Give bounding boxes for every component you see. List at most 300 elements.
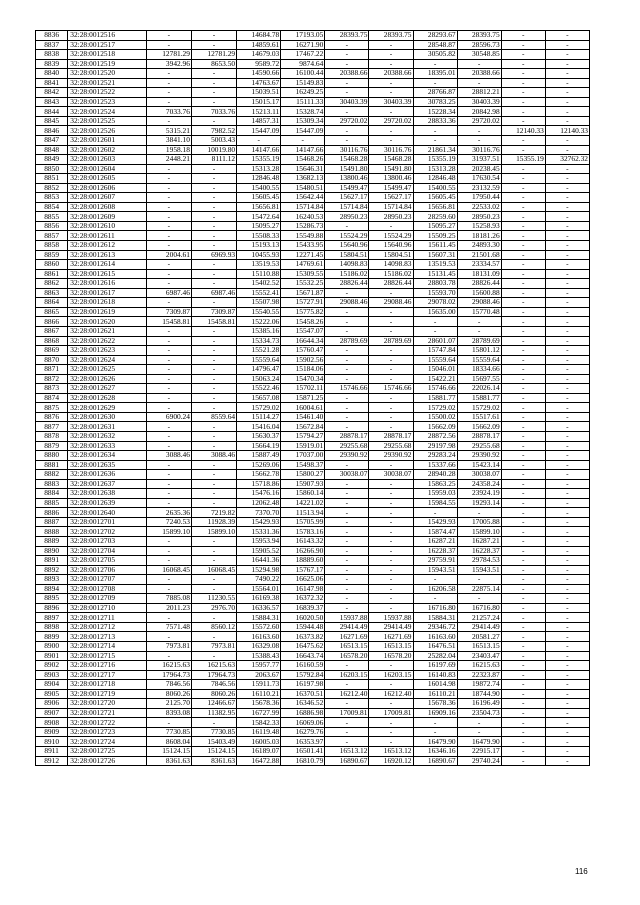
value-cell: - xyxy=(545,136,589,146)
row-number-cell: 8872 xyxy=(36,374,68,384)
value-cell: - xyxy=(545,221,589,231)
table-row xyxy=(36,374,590,384)
value-cell: 28393.75 xyxy=(325,31,369,41)
value-cell: 15678.36 xyxy=(413,699,457,709)
value-cell: - xyxy=(369,546,413,556)
value-cell: - xyxy=(146,116,191,126)
value-cell: 15804.51 xyxy=(369,250,413,260)
value-cell: 15468.28 xyxy=(325,155,369,165)
row-number-cell: 8889 xyxy=(36,536,68,546)
cadastral-number-cell: 32:28:0012635 xyxy=(68,460,147,470)
cadastral-number-cell: 32:28:0012602 xyxy=(68,145,147,155)
value-cell: 17964.73 xyxy=(191,670,236,680)
value-cell: - xyxy=(545,699,589,709)
value-cell: 16271.90 xyxy=(281,40,325,50)
value-cell: - xyxy=(413,126,457,136)
value-cell: - xyxy=(413,136,457,146)
value-cell: 28833.36 xyxy=(413,116,457,126)
value-cell: 29346.72 xyxy=(413,622,457,632)
cadastral-number-cell: 32:28:0012609 xyxy=(68,212,147,222)
cadastral-number-cell: 32:28:0012717 xyxy=(68,670,147,680)
value-cell: 16197.98 xyxy=(281,680,325,690)
cadastral-number-cell: 32:28:0012605 xyxy=(68,174,147,184)
value-cell: - xyxy=(545,317,589,327)
value-cell: 14796.47 xyxy=(237,365,281,375)
value-cell: 29784.53 xyxy=(457,556,501,566)
value-cell: 15468.28 xyxy=(369,155,413,165)
value-cell: 18334.66 xyxy=(457,365,501,375)
value-cell: 7730.85 xyxy=(191,727,236,737)
value-cell: - xyxy=(501,403,545,413)
value-cell: 14098.83 xyxy=(369,260,413,270)
value-cell: - xyxy=(501,546,545,556)
value-cell: - xyxy=(369,556,413,566)
value-cell: 8361.63 xyxy=(146,756,191,766)
cadastral-number-cell: 32:28:0012721 xyxy=(68,708,147,718)
cadastral-number-cell: 32:28:0012608 xyxy=(68,202,147,212)
value-cell: 16160.59 xyxy=(281,661,325,671)
value-cell: 15801.12 xyxy=(457,346,501,356)
cadastral-number-cell: 32:28:0012704 xyxy=(68,546,147,556)
value-cell: 6987.46 xyxy=(146,288,191,298)
value-cell: - xyxy=(146,651,191,661)
value-cell: 15804.51 xyxy=(325,250,369,260)
value-cell: - xyxy=(191,202,236,212)
cadastral-number-cell: 32:28:0012615 xyxy=(68,269,147,279)
value-cell: - xyxy=(146,498,191,508)
value-cell: 3942.96 xyxy=(146,59,191,69)
table-row xyxy=(36,756,590,766)
value-cell: 2063.67 xyxy=(237,670,281,680)
value-cell: 22533.02 xyxy=(457,202,501,212)
row-number-cell: 8868 xyxy=(36,336,68,346)
value-cell: - xyxy=(413,78,457,88)
value-cell: 15630.37 xyxy=(237,431,281,441)
cadastral-number-cell: 32:28:0012634 xyxy=(68,451,147,461)
cadastral-number-cell: 32:28:0012707 xyxy=(68,575,147,585)
cadastral-number-cell: 32:28:0012525 xyxy=(68,116,147,126)
value-cell: 15184.06 xyxy=(281,365,325,375)
value-cell: 29414.49 xyxy=(457,622,501,632)
value-cell: 17037.00 xyxy=(281,451,325,461)
value-cell: 16501.41 xyxy=(281,747,325,757)
value-cell: 15491.80 xyxy=(325,164,369,174)
value-cell: 17009.81 xyxy=(325,708,369,718)
value-cell: - xyxy=(325,288,369,298)
value-cell: 22323.87 xyxy=(457,670,501,680)
cadastral-number-cell: 32:28:0012616 xyxy=(68,279,147,289)
value-cell: 16513.12 xyxy=(325,747,369,757)
value-cell: - xyxy=(191,336,236,346)
table-row xyxy=(36,307,590,317)
value-cell: - xyxy=(191,470,236,480)
value-cell: - xyxy=(146,384,191,394)
value-cell: 16005.03 xyxy=(237,737,281,747)
row-number-cell: 8837 xyxy=(36,40,68,50)
value-cell: 7846.56 xyxy=(191,680,236,690)
value-cell: 28872.56 xyxy=(413,431,457,441)
value-cell: 17009.81 xyxy=(369,708,413,718)
value-cell: 30403.39 xyxy=(457,97,501,107)
value-cell: 15714.84 xyxy=(325,202,369,212)
value-cell: - xyxy=(501,536,545,546)
value-cell: 14859.61 xyxy=(237,40,281,50)
row-number-cell: 8894 xyxy=(36,584,68,594)
value-cell: 15213.11 xyxy=(237,107,281,117)
value-cell: 20238.45 xyxy=(457,164,501,174)
value-cell: - xyxy=(501,78,545,88)
value-cell: - xyxy=(146,479,191,489)
value-cell: - xyxy=(501,594,545,604)
row-number-cell: 8870 xyxy=(36,355,68,365)
value-cell: 15899.10 xyxy=(146,527,191,537)
value-cell: 23504.73 xyxy=(457,708,501,718)
value-cell: 15114.27 xyxy=(237,412,281,422)
value-cell: 12140.33 xyxy=(545,126,589,136)
value-cell: 16206.58 xyxy=(413,584,457,594)
value-cell: - xyxy=(501,498,545,508)
value-cell: 30038.07 xyxy=(457,470,501,480)
value-cell: 28878.17 xyxy=(457,431,501,441)
table-row xyxy=(36,221,590,231)
value-cell: - xyxy=(191,78,236,88)
value-cell: - xyxy=(191,546,236,556)
value-cell: 15642.44 xyxy=(281,193,325,203)
value-cell: - xyxy=(146,174,191,184)
value-cell: - xyxy=(545,441,589,451)
value-cell: 28826.44 xyxy=(325,279,369,289)
value-cell: 31937.51 xyxy=(457,155,501,165)
value-cell: 23334.57 xyxy=(457,260,501,270)
value-cell: - xyxy=(545,250,589,260)
value-cell: 15678.36 xyxy=(237,699,281,709)
value-cell: 7033.76 xyxy=(146,107,191,117)
value-cell: 28826.44 xyxy=(369,279,413,289)
value-cell: 15627.17 xyxy=(369,193,413,203)
value-cell: 12846.48 xyxy=(237,174,281,184)
value-cell: 16100.44 xyxy=(281,69,325,79)
value-cell: 15727.91 xyxy=(281,298,325,308)
cadastral-number-cell: 32:28:0012620 xyxy=(68,317,147,327)
value-cell: - xyxy=(545,565,589,575)
value-cell: 15313.28 xyxy=(413,164,457,174)
table-row xyxy=(36,250,590,260)
value-cell: 15416.04 xyxy=(237,422,281,432)
row-number-cell: 8902 xyxy=(36,661,68,671)
value-cell: 7309.87 xyxy=(191,307,236,317)
value-cell: - xyxy=(501,517,545,527)
value-cell: 8361.63 xyxy=(191,756,236,766)
value-cell: - xyxy=(545,451,589,461)
value-cell: 15458.81 xyxy=(191,317,236,327)
cadastral-number-cell: 32:28:0012607 xyxy=(68,193,147,203)
value-cell: 14769.61 xyxy=(281,260,325,270)
value-cell: - xyxy=(325,412,369,422)
value-cell: - xyxy=(501,470,545,480)
row-number-cell: 8891 xyxy=(36,556,68,566)
value-cell: - xyxy=(501,556,545,566)
value-cell: - xyxy=(545,193,589,203)
row-number-cell: 8859 xyxy=(36,250,68,260)
value-cell: 15508.33 xyxy=(237,231,281,241)
value-cell: 29255.68 xyxy=(369,441,413,451)
value-cell: 2125.70 xyxy=(146,699,191,709)
value-cell: - xyxy=(325,403,369,413)
value-cell: - xyxy=(545,241,589,251)
value-cell: 8060.26 xyxy=(146,689,191,699)
table-row xyxy=(36,546,590,556)
value-cell: 15593.70 xyxy=(413,288,457,298)
value-cell: - xyxy=(545,78,589,88)
cadastral-number-cell: 32:28:0012629 xyxy=(68,403,147,413)
value-cell: 15842.33 xyxy=(237,718,281,728)
value-cell: 16909.16 xyxy=(413,708,457,718)
row-number-cell: 8845 xyxy=(36,116,68,126)
value-cell: - xyxy=(191,174,236,184)
value-cell: - xyxy=(501,575,545,585)
value-cell: - xyxy=(146,298,191,308)
table-row xyxy=(36,622,590,632)
value-cell: 16189.07 xyxy=(237,747,281,757)
value-cell: - xyxy=(146,613,191,623)
table-row xyxy=(36,527,590,537)
row-number-cell: 8892 xyxy=(36,565,68,575)
value-cell: 28601.07 xyxy=(413,336,457,346)
cadastral-number-cell: 32:28:0012601 xyxy=(68,136,147,146)
value-cell: - xyxy=(545,680,589,690)
value-cell: - xyxy=(545,489,589,499)
value-cell: 15760.47 xyxy=(281,346,325,356)
cadastral-number-cell: 32:28:0012712 xyxy=(68,622,147,632)
cadastral-number-cell: 32:28:0012625 xyxy=(68,365,147,375)
value-cell: 16196.49 xyxy=(457,699,501,709)
value-cell: - xyxy=(501,431,545,441)
value-cell: - xyxy=(501,355,545,365)
value-cell: - xyxy=(545,279,589,289)
cadastral-number-cell: 32:28:0012701 xyxy=(68,517,147,527)
value-cell: - xyxy=(369,355,413,365)
value-cell: - xyxy=(501,384,545,394)
value-cell: - xyxy=(413,326,457,336)
value-cell: - xyxy=(146,393,191,403)
value-cell: 15775.82 xyxy=(281,307,325,317)
value-cell: - xyxy=(146,718,191,728)
value-cell: - xyxy=(325,374,369,384)
cadastral-number-cell: 32:28:0012623 xyxy=(68,346,147,356)
value-cell: 16727.99 xyxy=(237,708,281,718)
value-cell: 28293.67 xyxy=(413,31,457,41)
value-cell: 15884.31 xyxy=(413,613,457,623)
value-cell: - xyxy=(545,651,589,661)
row-number-cell: 8846 xyxy=(36,126,68,136)
value-cell: 29390.92 xyxy=(457,451,501,461)
value-cell: 28950.23 xyxy=(325,212,369,222)
value-cell: - xyxy=(501,451,545,461)
value-cell: 18395.01 xyxy=(413,69,457,79)
table-row xyxy=(36,632,590,642)
value-cell: 16215.63 xyxy=(191,661,236,671)
value-cell: - xyxy=(325,489,369,499)
cadastral-number-cell: 32:28:0012630 xyxy=(68,412,147,422)
value-cell: - xyxy=(146,212,191,222)
value-cell: - xyxy=(501,393,545,403)
value-cell: - xyxy=(146,193,191,203)
value-cell: - xyxy=(191,498,236,508)
value-cell: 16163.60 xyxy=(237,632,281,642)
value-cell: 15193.13 xyxy=(237,241,281,251)
value-cell: 15794.27 xyxy=(281,431,325,441)
value-cell: 14147.66 xyxy=(281,145,325,155)
value-cell: - xyxy=(545,346,589,356)
value-cell: 16215.63 xyxy=(146,661,191,671)
table-row xyxy=(36,441,590,451)
table-row xyxy=(36,116,590,126)
value-cell: - xyxy=(191,479,236,489)
value-cell: 15800.27 xyxy=(281,470,325,480)
value-cell: 23924.19 xyxy=(457,489,501,499)
value-cell: - xyxy=(457,718,501,728)
value-cell: 29390.92 xyxy=(369,451,413,461)
row-number-cell: 8910 xyxy=(36,737,68,747)
value-cell: - xyxy=(545,689,589,699)
table-row xyxy=(36,613,590,623)
value-cell: - xyxy=(191,651,236,661)
value-cell: 12271.45 xyxy=(281,250,325,260)
value-cell: 14684.78 xyxy=(237,31,281,41)
value-cell: 8560.12 xyxy=(191,622,236,632)
value-cell: 16212.40 xyxy=(369,689,413,699)
value-cell: - xyxy=(191,241,236,251)
value-cell: 15627.17 xyxy=(325,193,369,203)
value-cell: 15458.81 xyxy=(146,317,191,327)
value-cell: - xyxy=(325,422,369,432)
value-cell: - xyxy=(325,40,369,50)
value-cell: 14679.03 xyxy=(237,50,281,60)
value-cell: 16228.37 xyxy=(457,546,501,556)
value-cell: 15662.09 xyxy=(457,422,501,432)
value-cell: - xyxy=(501,365,545,375)
value-cell: 15400.55 xyxy=(413,183,457,193)
value-cell: 16069.06 xyxy=(281,718,325,728)
value-cell: - xyxy=(545,661,589,671)
value-cell: 9589.72 xyxy=(237,59,281,69)
cadastral-number-cell: 32:28:0012708 xyxy=(68,584,147,594)
value-cell: 15937.88 xyxy=(369,613,413,623)
value-cell: 18181.26 xyxy=(457,231,501,241)
value-cell: - xyxy=(369,422,413,432)
value-cell: 16810.79 xyxy=(281,756,325,766)
value-cell: - xyxy=(501,174,545,184)
value-cell: 15792.84 xyxy=(281,670,325,680)
value-cell: - xyxy=(146,241,191,251)
value-cell: - xyxy=(369,326,413,336)
table-body xyxy=(36,31,590,766)
value-cell: 15476.16 xyxy=(237,489,281,499)
value-cell: - xyxy=(369,527,413,537)
value-cell: 15664.19 xyxy=(237,441,281,451)
row-number-cell: 8885 xyxy=(36,498,68,508)
value-cell: - xyxy=(369,584,413,594)
row-number-cell: 8879 xyxy=(36,441,68,451)
value-cell: - xyxy=(369,317,413,327)
row-number-cell: 8865 xyxy=(36,307,68,317)
cadastral-number-cell: 32:28:0012521 xyxy=(68,78,147,88)
value-cell: - xyxy=(501,116,545,126)
cadastral-number-cell: 32:28:0012703 xyxy=(68,536,147,546)
value-cell: - xyxy=(501,670,545,680)
value-cell: - xyxy=(146,231,191,241)
cadastral-number-cell: 32:28:0012718 xyxy=(68,680,147,690)
value-cell: 15337.66 xyxy=(413,460,457,470)
value-cell: - xyxy=(545,431,589,441)
value-cell: 15656.81 xyxy=(237,202,281,212)
row-number-cell: 8908 xyxy=(36,718,68,728)
value-cell: - xyxy=(545,536,589,546)
value-cell: 15899.10 xyxy=(191,527,236,537)
value-cell: - xyxy=(191,279,236,289)
value-cell: 16169.38 xyxy=(237,594,281,604)
row-number-cell: 8861 xyxy=(36,269,68,279)
value-cell: 16329.08 xyxy=(237,642,281,652)
value-cell: - xyxy=(369,661,413,671)
cadastral-number-cell: 32:28:0012713 xyxy=(68,632,147,642)
value-cell: 21861.34 xyxy=(413,145,457,155)
cadastral-number-cell: 32:28:0012711 xyxy=(68,613,147,623)
row-number-cell: 8850 xyxy=(36,164,68,174)
value-cell: 15124.15 xyxy=(146,747,191,757)
value-cell: 15269.06 xyxy=(237,460,281,470)
row-number-cell: 8864 xyxy=(36,298,68,308)
value-cell: - xyxy=(501,708,545,718)
value-cell: 15458.26 xyxy=(281,317,325,327)
value-cell: 16240.53 xyxy=(281,212,325,222)
row-number-cell: 8855 xyxy=(36,212,68,222)
value-cell: - xyxy=(545,260,589,270)
value-cell: - xyxy=(501,212,545,222)
value-cell: 8060.26 xyxy=(191,689,236,699)
value-cell: 20388.66 xyxy=(325,69,369,79)
value-cell: - xyxy=(191,193,236,203)
value-cell: - xyxy=(545,727,589,737)
value-cell: - xyxy=(191,575,236,585)
value-cell: 7885.08 xyxy=(146,594,191,604)
value-cell: - xyxy=(146,88,191,98)
value-cell: 19293.14 xyxy=(457,498,501,508)
value-cell: 15884.31 xyxy=(237,613,281,623)
value-cell: 15549.88 xyxy=(281,231,325,241)
value-cell: 15015.17 xyxy=(237,97,281,107)
cadastral-number-cell: 32:28:0012637 xyxy=(68,479,147,489)
value-cell: - xyxy=(191,374,236,384)
value-cell: 15640.96 xyxy=(369,241,413,251)
value-cell: 15697.55 xyxy=(457,374,501,384)
row-number-cell: 8851 xyxy=(36,174,68,184)
value-cell: 7982.52 xyxy=(191,126,236,136)
value-cell: 11928.39 xyxy=(191,517,236,527)
table-row xyxy=(36,536,590,546)
value-cell: - xyxy=(501,479,545,489)
value-cell: 25282.04 xyxy=(413,651,457,661)
value-cell: - xyxy=(369,107,413,117)
table-row xyxy=(36,155,590,165)
value-cell: 18889.60 xyxy=(281,556,325,566)
value-cell: 29414.49 xyxy=(369,622,413,632)
value-cell: 15228.34 xyxy=(413,107,457,117)
table-row xyxy=(36,88,590,98)
value-cell: - xyxy=(413,727,457,737)
table-row xyxy=(36,412,590,422)
value-cell: - xyxy=(369,40,413,50)
